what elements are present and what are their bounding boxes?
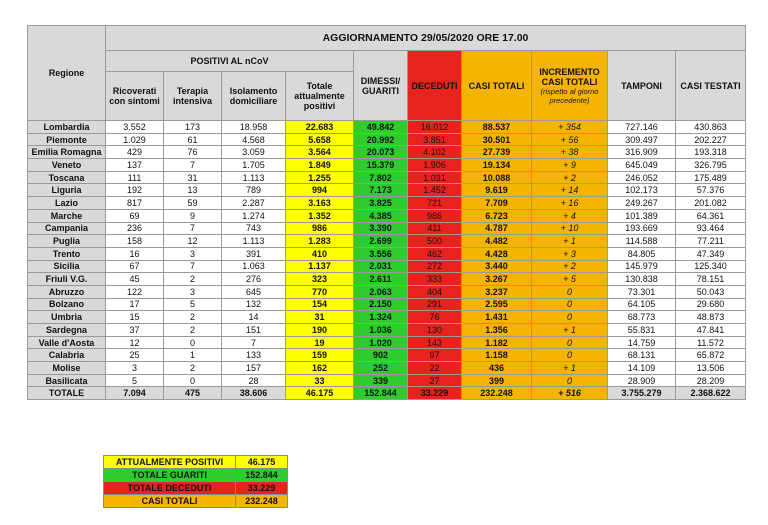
cell-region: Bolzano xyxy=(28,298,106,311)
cell-tamponi: 14.109 xyxy=(608,362,676,375)
header-isolamento: Isolamento domiciliare xyxy=(222,72,286,121)
cell-ricoverati: 192 xyxy=(106,184,164,197)
cell-isolamento: 645 xyxy=(222,285,286,298)
cell-casi: 88.537 xyxy=(462,121,532,134)
cell-positivi: 162 xyxy=(286,362,354,375)
cell-isolamento: 7 xyxy=(222,336,286,349)
cell-incremento: + 10 xyxy=(532,222,608,235)
cell-testati: 47.841 xyxy=(676,324,746,337)
cell-guariti: 2.611 xyxy=(354,273,408,286)
cell-deceduti: 272 xyxy=(408,260,462,273)
header-incremento xyxy=(532,51,608,121)
table-row xyxy=(28,209,746,222)
cell-guariti: 339 xyxy=(354,374,408,387)
cell-casi: 27.739 xyxy=(462,146,532,159)
cell-testati: 201.082 xyxy=(676,197,746,210)
cell-region: Emilia Romagna xyxy=(28,146,106,159)
cell-terapia: 2 xyxy=(164,311,222,324)
cell-guariti: 1.324 xyxy=(354,311,408,324)
cell-positivi: 31 xyxy=(286,311,354,324)
table-row xyxy=(28,197,746,210)
cell-deceduti: 500 xyxy=(408,235,462,248)
cell-isolamento: 133 xyxy=(222,349,286,362)
cell-isolamento: 1.274 xyxy=(222,209,286,222)
cell-ricoverati: 69 xyxy=(106,209,164,222)
table-row xyxy=(28,336,746,349)
cell-deceduti: 721 xyxy=(408,197,462,210)
cell-terapia: 5 xyxy=(164,298,222,311)
cell-tamponi: 73.301 xyxy=(608,285,676,298)
table-row xyxy=(28,159,746,172)
cell-region: Campania xyxy=(28,222,106,235)
cell-casi: 3.440 xyxy=(462,260,532,273)
summary-value: 46.175 xyxy=(236,456,288,469)
header-tamponi: TAMPONI xyxy=(608,51,676,121)
cell-terapia: 2 xyxy=(164,324,222,337)
cell-tamponi: 114.588 xyxy=(608,235,676,248)
table-row xyxy=(28,247,746,260)
cell-isolamento: 1.113 xyxy=(222,235,286,248)
cell-ricoverati: 122 xyxy=(106,285,164,298)
cell-positivi: 323 xyxy=(286,273,354,286)
cell-positivi: 1.283 xyxy=(286,235,354,248)
cell-terapia: 7 xyxy=(164,260,222,273)
cell-terapia: 0 xyxy=(164,336,222,349)
cell-terapia: 7 xyxy=(164,159,222,172)
cell-incremento: + 354 xyxy=(532,121,608,134)
cell-region: Liguria xyxy=(28,184,106,197)
cell-terapia: 173 xyxy=(164,121,222,134)
cell-testati: 29.680 xyxy=(676,298,746,311)
cell-deceduti: 33.229 xyxy=(408,387,462,400)
cell-ricoverati: 12 xyxy=(106,336,164,349)
cell-deceduti: 16.012 xyxy=(408,121,462,134)
summary-row xyxy=(104,482,288,495)
cell-isolamento: 4.568 xyxy=(222,133,286,146)
cell-isolamento: 743 xyxy=(222,222,286,235)
cell-terapia: 13 xyxy=(164,184,222,197)
cell-testati: 65.872 xyxy=(676,349,746,362)
cell-isolamento: 28 xyxy=(222,374,286,387)
cell-guariti: 2.150 xyxy=(354,298,408,311)
cell-guariti: 1.036 xyxy=(354,324,408,337)
cell-ricoverati: 17 xyxy=(106,298,164,311)
cell-deceduti: 1.906 xyxy=(408,159,462,172)
cell-guariti: 49.842 xyxy=(354,121,408,134)
cell-isolamento: 132 xyxy=(222,298,286,311)
cell-region: Marche xyxy=(28,209,106,222)
cell-isolamento: 151 xyxy=(222,324,286,337)
cell-isolamento: 14 xyxy=(222,311,286,324)
cell-isolamento: 3.059 xyxy=(222,146,286,159)
header-casi-totali: CASI TOTALI xyxy=(462,51,532,121)
cell-testati: 13.506 xyxy=(676,362,746,375)
cell-ricoverati: 236 xyxy=(106,222,164,235)
cell-tamponi: 68.131 xyxy=(608,349,676,362)
summary-value: 33.229 xyxy=(236,482,288,495)
cell-tamponi: 193.669 xyxy=(608,222,676,235)
summary-body xyxy=(104,456,288,508)
cell-region: Piemonte xyxy=(28,133,106,146)
summary-row xyxy=(104,495,288,508)
cell-incremento: + 1 xyxy=(532,235,608,248)
cell-terapia: 475 xyxy=(164,387,222,400)
cell-ricoverati: 16 xyxy=(106,247,164,260)
cell-isolamento: 276 xyxy=(222,273,286,286)
cell-ricoverati: 37 xyxy=(106,324,164,337)
cell-terapia: 59 xyxy=(164,197,222,210)
cell-testati: 430.863 xyxy=(676,121,746,134)
cell-testati: 202.227 xyxy=(676,133,746,146)
cell-casi: 232.248 xyxy=(462,387,532,400)
cell-casi: 399 xyxy=(462,374,532,387)
cell-guariti: 902 xyxy=(354,349,408,362)
cell-guariti: 3.556 xyxy=(354,247,408,260)
cell-guariti: 20.992 xyxy=(354,133,408,146)
cell-guariti: 2.699 xyxy=(354,235,408,248)
cell-positivi: 3.163 xyxy=(286,197,354,210)
summary-label: CASI TOTALI xyxy=(104,495,236,508)
cell-tamponi: 68.773 xyxy=(608,311,676,324)
cell-incremento: + 38 xyxy=(532,146,608,159)
cell-deceduti: 97 xyxy=(408,349,462,362)
cell-deceduti: 22 xyxy=(408,362,462,375)
cell-region: Valle d'Aosta xyxy=(28,336,106,349)
cell-casi: 3.237 xyxy=(462,285,532,298)
cell-incremento: + 2 xyxy=(532,260,608,273)
summary-table xyxy=(103,455,288,508)
cell-isolamento: 1.705 xyxy=(222,159,286,172)
cell-casi: 3.267 xyxy=(462,273,532,286)
cell-ricoverati: 429 xyxy=(106,146,164,159)
cell-ricoverati: 45 xyxy=(106,273,164,286)
cell-incremento: 0 xyxy=(532,298,608,311)
cell-deceduti: 143 xyxy=(408,336,462,349)
table-row xyxy=(28,362,746,375)
cell-tamponi: 309.497 xyxy=(608,133,676,146)
cell-guariti: 2.063 xyxy=(354,285,408,298)
cell-guariti: 7.802 xyxy=(354,171,408,184)
cell-region: Puglia xyxy=(28,235,106,248)
header-terapia: Terapia intensiva xyxy=(164,72,222,121)
table-row xyxy=(28,285,746,298)
cell-region: Toscana xyxy=(28,171,106,184)
cell-tamponi: 727.146 xyxy=(608,121,676,134)
cell-positivi: 22.683 xyxy=(286,121,354,134)
cell-guariti: 152.844 xyxy=(354,387,408,400)
cell-deceduti: 291 xyxy=(408,298,462,311)
cell-positivi: 5.658 xyxy=(286,133,354,146)
cell-tamponi: 14.759 xyxy=(608,336,676,349)
total-row xyxy=(28,387,746,400)
header-deceduti: DECEDUTI xyxy=(408,51,462,121)
cell-deceduti: 27 xyxy=(408,374,462,387)
table-row xyxy=(28,273,746,286)
cell-positivi: 1.255 xyxy=(286,171,354,184)
cell-tamponi: 130.838 xyxy=(608,273,676,286)
cell-guariti: 3.390 xyxy=(354,222,408,235)
cell-positivi: 190 xyxy=(286,324,354,337)
cell-incremento: + 1 xyxy=(532,324,608,337)
cell-guariti: 3.825 xyxy=(354,197,408,210)
cell-tamponi: 102.173 xyxy=(608,184,676,197)
table-body xyxy=(28,121,746,400)
cell-testati: 326.795 xyxy=(676,159,746,172)
cell-positivi: 770 xyxy=(286,285,354,298)
cell-ricoverati: 7.094 xyxy=(106,387,164,400)
cell-incremento: + 16 xyxy=(532,197,608,210)
cell-ricoverati: 158 xyxy=(106,235,164,248)
cell-positivi: 46.175 xyxy=(286,387,354,400)
cell-incremento: + 56 xyxy=(532,133,608,146)
cell-ricoverati: 3.552 xyxy=(106,121,164,134)
cell-positivi: 3.564 xyxy=(286,146,354,159)
cell-incremento: + 5 xyxy=(532,273,608,286)
cell-terapia: 1 xyxy=(164,349,222,362)
cell-casi: 4.428 xyxy=(462,247,532,260)
cell-incremento: 0 xyxy=(532,311,608,324)
cell-region: Basilicata xyxy=(28,374,106,387)
cell-casi: 2.595 xyxy=(462,298,532,311)
cell-testati: 47.349 xyxy=(676,247,746,260)
cell-guariti: 15.379 xyxy=(354,159,408,172)
cell-ricoverati: 25 xyxy=(106,349,164,362)
cell-isolamento: 1.063 xyxy=(222,260,286,273)
cell-guariti: 7.173 xyxy=(354,184,408,197)
cell-incremento: 0 xyxy=(532,349,608,362)
cell-terapia: 12 xyxy=(164,235,222,248)
summary-label: TOTALE GUARITI xyxy=(104,469,236,482)
cell-casi: 6.723 xyxy=(462,209,532,222)
cell-tamponi: 3.755.279 xyxy=(608,387,676,400)
cell-incremento: 0 xyxy=(532,285,608,298)
cell-isolamento: 789 xyxy=(222,184,286,197)
cell-casi: 19.134 xyxy=(462,159,532,172)
cell-incremento: + 3 xyxy=(532,247,608,260)
header-dimessi: DIMESSI/ GUARITI xyxy=(354,51,408,121)
header-regione: Regione xyxy=(28,26,106,121)
cell-tamponi: 101.389 xyxy=(608,209,676,222)
cell-positivi: 1.352 xyxy=(286,209,354,222)
cell-terapia: 31 xyxy=(164,171,222,184)
cell-testati: 48.873 xyxy=(676,311,746,324)
table-row xyxy=(28,146,746,159)
cell-region: Abruzzo xyxy=(28,285,106,298)
cell-region: TOTALE xyxy=(28,387,106,400)
table-row xyxy=(28,121,746,134)
cell-tamponi: 145.979 xyxy=(608,260,676,273)
header-incremento-sub: (rispetto al giorno precedente) xyxy=(540,86,599,105)
cell-deceduti: 411 xyxy=(408,222,462,235)
cell-ricoverati: 817 xyxy=(106,197,164,210)
cell-testati: 93.464 xyxy=(676,222,746,235)
cell-deceduti: 1.031 xyxy=(408,171,462,184)
cell-testati: 28.209 xyxy=(676,374,746,387)
cell-positivi: 154 xyxy=(286,298,354,311)
cell-region: Umbria xyxy=(28,311,106,324)
cell-deceduti: 404 xyxy=(408,285,462,298)
cell-isolamento: 391 xyxy=(222,247,286,260)
update-title: AGGIORNAMENTO 29/05/2020 ORE 17.00 xyxy=(106,26,746,51)
cell-region: Sicilia xyxy=(28,260,106,273)
cell-region: Lazio xyxy=(28,197,106,210)
cell-incremento: + 14 xyxy=(532,184,608,197)
cell-tamponi: 645.049 xyxy=(608,159,676,172)
cell-guariti: 1.020 xyxy=(354,336,408,349)
cell-incremento: + 516 xyxy=(532,387,608,400)
cell-guariti: 4.385 xyxy=(354,209,408,222)
summary-row xyxy=(104,456,288,469)
table-row xyxy=(28,311,746,324)
cell-incremento: 0 xyxy=(532,374,608,387)
cell-casi: 1.431 xyxy=(462,311,532,324)
cell-casi: 10.088 xyxy=(462,171,532,184)
header-totale-positivi: Totale attualmente positivi xyxy=(286,72,354,121)
cell-ricoverati: 15 xyxy=(106,311,164,324)
cell-casi: 9.619 xyxy=(462,184,532,197)
cell-testati: 50.043 xyxy=(676,285,746,298)
table-row xyxy=(28,235,746,248)
cell-casi: 1.158 xyxy=(462,349,532,362)
cell-testati: 78.151 xyxy=(676,273,746,286)
cell-testati: 193.318 xyxy=(676,146,746,159)
cell-isolamento: 1.113 xyxy=(222,171,286,184)
cell-ricoverati: 137 xyxy=(106,159,164,172)
cell-testati: 175.489 xyxy=(676,171,746,184)
cell-tamponi: 316.909 xyxy=(608,146,676,159)
cell-terapia: 9 xyxy=(164,209,222,222)
summary-label: ATTUALMENTE POSITIVI xyxy=(104,456,236,469)
cell-deceduti: 76 xyxy=(408,311,462,324)
cell-tamponi: 249.267 xyxy=(608,197,676,210)
cell-region: Friuli V.G. xyxy=(28,273,106,286)
cell-ricoverati: 5 xyxy=(106,374,164,387)
cell-deceduti: 462 xyxy=(408,247,462,260)
cell-deceduti: 130 xyxy=(408,324,462,337)
table-row xyxy=(28,374,746,387)
table-row xyxy=(28,260,746,273)
cell-testati: 57.376 xyxy=(676,184,746,197)
cell-testati: 2.368.622 xyxy=(676,387,746,400)
cell-positivi: 19 xyxy=(286,336,354,349)
cell-terapia: 76 xyxy=(164,146,222,159)
cell-casi: 30.501 xyxy=(462,133,532,146)
cell-casi: 1.182 xyxy=(462,336,532,349)
cell-incremento: 0 xyxy=(532,336,608,349)
cell-ricoverati: 111 xyxy=(106,171,164,184)
cell-positivi: 994 xyxy=(286,184,354,197)
cell-terapia: 61 xyxy=(164,133,222,146)
cell-ricoverati: 1.029 xyxy=(106,133,164,146)
cell-positivi: 1.137 xyxy=(286,260,354,273)
cell-casi: 7.709 xyxy=(462,197,532,210)
header-positivi-group: POSITIVI AL nCoV xyxy=(106,51,354,72)
summary-label: TOTALE DECEDUTI xyxy=(104,482,236,495)
cell-region: Calabria xyxy=(28,349,106,362)
cell-ricoverati: 67 xyxy=(106,260,164,273)
table-row xyxy=(28,222,746,235)
cell-region: Molise xyxy=(28,362,106,375)
cell-deceduti: 986 xyxy=(408,209,462,222)
cell-positivi: 159 xyxy=(286,349,354,362)
cell-casi: 4.787 xyxy=(462,222,532,235)
cell-deceduti: 4.102 xyxy=(408,146,462,159)
covid-regional-table xyxy=(27,25,746,400)
summary-row xyxy=(104,469,288,482)
cell-testati: 11.572 xyxy=(676,336,746,349)
cell-terapia: 2 xyxy=(164,362,222,375)
cell-positivi: 410 xyxy=(286,247,354,260)
cell-region: Trento xyxy=(28,247,106,260)
table-row xyxy=(28,298,746,311)
cell-positivi: 1.849 xyxy=(286,159,354,172)
cell-incremento: + 9 xyxy=(532,159,608,172)
table-row xyxy=(28,184,746,197)
cell-deceduti: 3.851 xyxy=(408,133,462,146)
cell-tamponi: 55.831 xyxy=(608,324,676,337)
cell-terapia: 3 xyxy=(164,247,222,260)
cell-terapia: 2 xyxy=(164,273,222,286)
cell-isolamento: 38.606 xyxy=(222,387,286,400)
table-row xyxy=(28,171,746,184)
cell-deceduti: 333 xyxy=(408,273,462,286)
cell-incremento: + 2 xyxy=(532,171,608,184)
cell-terapia: 7 xyxy=(164,222,222,235)
cell-tamponi: 28.909 xyxy=(608,374,676,387)
cell-deceduti: 1.452 xyxy=(408,184,462,197)
cell-positivi: 33 xyxy=(286,374,354,387)
cell-region: Veneto xyxy=(28,159,106,172)
cell-incremento: + 4 xyxy=(532,209,608,222)
cell-region: Lombardia xyxy=(28,121,106,134)
table-row xyxy=(28,349,746,362)
header-casi-testati: CASI TESTATI xyxy=(676,51,746,121)
table-row xyxy=(28,133,746,146)
cell-isolamento: 157 xyxy=(222,362,286,375)
header-ricoverati: Ricoverati con sintomi xyxy=(106,72,164,121)
cell-tamponi: 64.105 xyxy=(608,298,676,311)
cell-ricoverati: 3 xyxy=(106,362,164,375)
cell-casi: 436 xyxy=(462,362,532,375)
cell-tamponi: 246.052 xyxy=(608,171,676,184)
cell-casi: 4.482 xyxy=(462,235,532,248)
cell-guariti: 2.031 xyxy=(354,260,408,273)
cell-terapia: 0 xyxy=(164,374,222,387)
header-incremento-label: INCREMENTO CASI TOTALI xyxy=(539,66,600,87)
cell-incremento: + 1 xyxy=(532,362,608,375)
cell-positivi: 986 xyxy=(286,222,354,235)
table-row xyxy=(28,324,746,337)
cell-tamponi: 84.805 xyxy=(608,247,676,260)
cell-testati: 77.211 xyxy=(676,235,746,248)
cell-testati: 64.361 xyxy=(676,209,746,222)
cell-terapia: 3 xyxy=(164,285,222,298)
cell-guariti: 20.073 xyxy=(354,146,408,159)
cell-guariti: 252 xyxy=(354,362,408,375)
cell-region: Sardegna xyxy=(28,324,106,337)
cell-isolamento: 18.958 xyxy=(222,121,286,134)
cell-testati: 125.340 xyxy=(676,260,746,273)
summary-value: 152.844 xyxy=(236,469,288,482)
cell-casi: 1.356 xyxy=(462,324,532,337)
summary-value: 232.248 xyxy=(236,495,288,508)
cell-isolamento: 2.287 xyxy=(222,197,286,210)
